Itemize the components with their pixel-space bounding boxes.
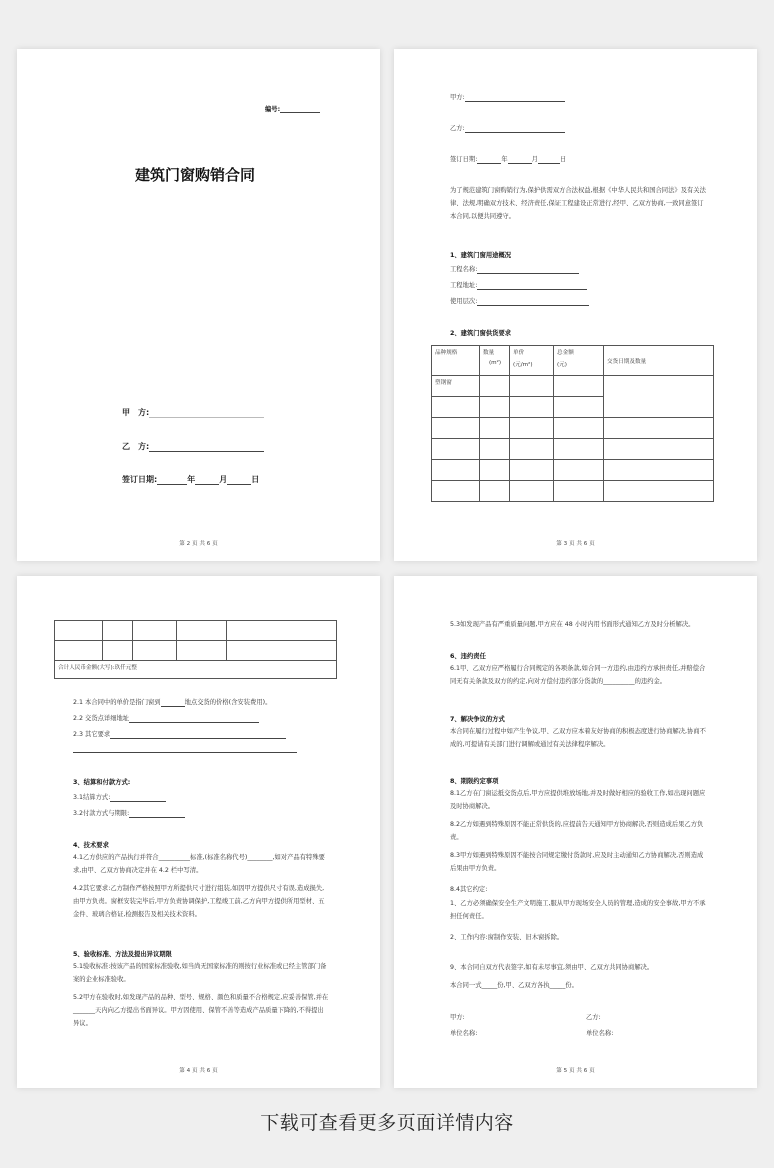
header-cell: 交货日期及数量 <box>604 346 714 376</box>
party-b-label: 乙 方: <box>122 442 150 451</box>
clause-8-3: 8.3甲方如遇到特殊原因不能按合同规定缴付货款时,应及时主动通知乙方协商解决,否则造成后果由甲方负责。 <box>450 852 704 872</box>
party-b-line <box>450 124 565 133</box>
clause-6-1: 6.1甲、乙双方应严格履行合同规定的各项条款,如合同一方违约,由违约方承担责任,并赔偿合同无有关条款及双方的约定,向对方偿付违约部分货款的__________的违约金。 <box>450 665 706 685</box>
year-label: 年 <box>187 475 196 484</box>
blank-line <box>110 795 166 802</box>
blank-line <box>149 445 264 452</box>
project-name-label: 工程名称: <box>450 266 478 273</box>
payment-line: 3.2付款方式与期限: <box>73 809 185 818</box>
total-amount-cell: 合计人民币金额(大写):玖仟元整 <box>55 661 337 679</box>
month-label: 月 <box>219 475 228 484</box>
sign-date-label: 签订日期: <box>450 156 478 163</box>
table-row <box>432 481 714 502</box>
page-title: 建筑门窗购销合同 <box>135 166 256 184</box>
clause-8-4: 8.4其它约定: <box>450 886 488 893</box>
year-label: 年 <box>501 156 508 163</box>
clause-4-2: 4.2其它要求:乙方制作严格按照甲方所提供尺寸进行组装,如因甲方提供尺寸有误,造成损失,由甲方负责。窗框安装完毕后,甲方负责协调保护,工程竣工前,乙方向甲方提供所用型材、五金件、玻璃合格证,检测报告及相关技术资料。 <box>73 885 325 918</box>
section-5-title: 5、验收标准、方法及提出异议期限 <box>73 951 172 958</box>
blank-line <box>477 157 501 164</box>
blank-line <box>477 267 579 274</box>
clause-8-4-2: 2、工作内容:窗制作安装、旧木窗拆除。 <box>450 934 564 941</box>
header-cell: 品种规格 <box>432 346 480 376</box>
blank-line <box>465 95 565 102</box>
project-address-label: 工程地址: <box>450 282 478 289</box>
blank-line <box>110 732 286 739</box>
section-8-title: 8、期限约定事项 <box>450 778 499 785</box>
blank-line <box>73 752 297 753</box>
blank-line <box>161 700 185 707</box>
page-two <box>394 49 757 561</box>
blank-line <box>477 283 587 290</box>
blank-line <box>465 126 565 133</box>
section-1-title: 1、建筑门窗用途概况 <box>450 252 512 259</box>
page-footer: 第 3 页 共 6 页 <box>556 541 595 547</box>
page-four <box>394 576 757 1088</box>
table-row <box>55 641 337 661</box>
blank-line <box>129 716 259 723</box>
usage-floor-label: 使用层次: <box>450 298 478 305</box>
copies-line: 本合同一式_____份,甲、乙双方各执_____份。 <box>450 982 578 989</box>
sign-date-line <box>122 474 259 485</box>
header-cell: 总金额 (元) <box>554 346 604 376</box>
blank-line <box>149 411 264 418</box>
unit-name-a: 单位名称: <box>450 1030 478 1037</box>
sign-date-label: 签订日期: <box>122 475 158 484</box>
page-footer: 第 5 页 共 6 页 <box>556 1068 595 1074</box>
usage-floor-line <box>450 297 589 306</box>
clause-4-1: 4.1乙方供应的产品执行并符合__________标准,(标准名称代号)________,如对产品有特殊要求,由甲、乙双方协商决定并在 4.2 栏中写清。 <box>73 854 325 874</box>
total-row <box>55 661 337 679</box>
project-name-line <box>450 265 579 274</box>
day-label: 日 <box>559 156 567 163</box>
clause-2-2: 2.2 交货点详细地址 <box>73 714 259 723</box>
table-cell: 塑钢窗 <box>432 376 480 397</box>
supply-table-continued <box>54 620 337 679</box>
table-row <box>432 439 714 460</box>
blank-line <box>195 478 219 485</box>
table-row <box>432 376 714 397</box>
party-a-line <box>122 407 264 418</box>
blank-line <box>280 106 320 113</box>
settlement-line: 3.1结算方式: <box>73 793 166 802</box>
blank-line <box>477 299 589 306</box>
intro-paragraph: 为了规范建筑门窗购销行为,保护供需双方合法权益,根据《中华人民共和国合同法》及有关法律、法规,明确双方技术、经济责任,保证工程建设正常进行,经甲、乙双方协商,一致同意签订本合同,以便共同遵守。 <box>450 187 706 220</box>
party-b-label: 乙方: <box>450 125 465 132</box>
page-three <box>17 576 380 1088</box>
sign-party-a: 甲方: <box>450 1014 465 1021</box>
day-label: 日 <box>251 475 260 484</box>
supply-table <box>431 345 714 502</box>
clause-7-paragraph: 本合同在履行过程中如产生争议,甲、乙双方应本着友好协商的积极态度进行协商解决,协商不成的,可提请有关部门进行调解或通过有关法律程序解决。 <box>450 728 706 748</box>
table-row <box>55 621 337 641</box>
table-row <box>432 418 714 439</box>
section-7-title: 7、解决争议的方式 <box>450 716 505 723</box>
section-2-title: 2、建筑门窗供货要求 <box>450 330 512 337</box>
blank-line <box>508 157 532 164</box>
page-cover <box>17 49 380 561</box>
blank-line <box>538 157 560 164</box>
clause-5-3: 5.3如发现产品有严重质量问题,甲方应在 48 小时内用书面形式通知乙方及时分析解决。 <box>450 621 695 628</box>
section-6-title: 6、违约责任 <box>450 653 486 660</box>
clause-5-1: 5.1验收标准:按该产品的国家标准验收,如当尚无国家标准的则按行业标准或已经主管部门备案的企业标准验收。 <box>73 963 327 983</box>
sign-date-line <box>450 155 566 164</box>
contract-number-label: 编号: <box>265 106 281 113</box>
clause-8-4-1: 1、乙方必须确保安全生产文明施工,服从甲方现场安全人员的管理,造成的安全事故,甲方不承担任何责任。 <box>450 900 706 920</box>
month-label: 月 <box>531 156 538 163</box>
blank-line <box>129 811 185 818</box>
clause-8-2: 8.2乙方如遇到特殊原因不能正常供货的,应提前告天通知甲方协商解决,否则造成后果乙方负责。 <box>450 821 704 841</box>
party-a-label: 甲 方: <box>122 408 150 417</box>
page-footer: 第 2 页 共 6 页 <box>179 541 218 547</box>
blank-line <box>227 478 251 485</box>
section-9-title: 9、本合同自双方代表签字,如有未尽事宜,须由甲、乙双方共同协商解决。 <box>450 964 654 971</box>
clause-5-2: 5.2甲方在验收时,如发现产品的品种、型号、规格、颜色和质量不合格规定,应妥善保管,并在_______天内向乙方提出书面异议。甲方因使用、保管不善等造成产品质量下降的,不得提出异议。 <box>73 994 329 1027</box>
clause-8-1: 8.1乙方在门窗运抵交货点后,甲方应提供堆放场地,并及时做好相应的验收工作,如出现问题应及时协商解决。 <box>450 790 706 810</box>
clause-2-3: 2.3 其它要求 <box>73 730 286 739</box>
blank-line <box>157 478 187 485</box>
table-header-row <box>432 346 714 376</box>
party-a-label: 甲方: <box>450 94 465 101</box>
header-cell: 单价 (元/m²) <box>510 346 554 376</box>
sign-party-b: 乙方: <box>586 1014 601 1021</box>
party-b-line <box>122 441 264 452</box>
contract-number <box>265 104 320 113</box>
download-caption[interactable]: 下载可查看更多页面详情内容 <box>260 1112 514 1134</box>
project-address-line <box>450 281 587 290</box>
section-3-title: 3、结算和付款方式: <box>73 779 131 786</box>
section-4-title: 4、技术要求 <box>73 842 109 849</box>
clause-2-1: 2.1 本合同中的单价是指门窗到 地点交货的价格(含安装费用)。 <box>73 699 272 706</box>
table-row <box>432 460 714 481</box>
header-cell: 数量 (m²) <box>480 346 510 376</box>
page-footer: 第 4 页 共 6 页 <box>179 1068 218 1074</box>
party-a-line <box>450 93 565 102</box>
unit-name-b: 单位名称: <box>586 1030 614 1037</box>
